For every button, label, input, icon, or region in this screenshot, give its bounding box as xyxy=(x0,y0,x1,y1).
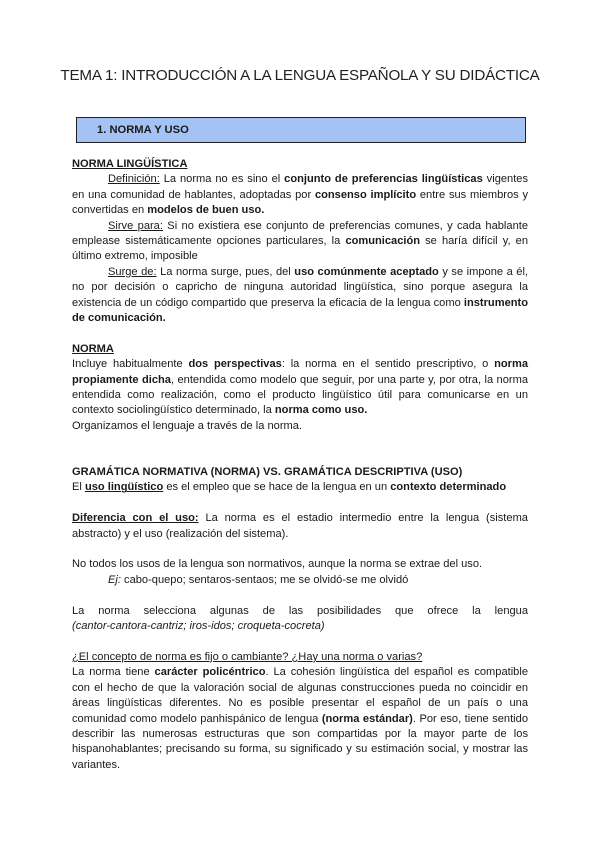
section-header: 1. NORMA Y USO xyxy=(76,117,526,143)
example-label: Ej: xyxy=(108,573,121,586)
text-run: El xyxy=(72,481,85,494)
paragraph-surge-de xyxy=(72,265,528,327)
example-line xyxy=(72,573,528,588)
bold-run: conjunto de preferencias lingüísticas xyxy=(284,173,483,186)
text-run: entre sus miembros y convertidas en xyxy=(72,188,528,217)
paragraph-diferencia xyxy=(72,511,528,542)
text-run: La norma selecciona algunas de las posibilidades que ofrece la lengua xyxy=(72,604,528,617)
paragraph-sirve-para xyxy=(72,219,528,265)
text-run: vigentes en una comunidad de hablantes, adoptadas por xyxy=(72,173,529,201)
bold-run: contexto determinado xyxy=(390,481,507,494)
label-diferencia: Diferencia con el uso: xyxy=(72,512,199,525)
bold-run: norma propiamente dicha xyxy=(72,358,528,386)
label-surge-de: Surge de: xyxy=(108,265,157,278)
bold-underlined-run: uso lingüístico xyxy=(84,481,164,494)
text-run: La norma no es sino el xyxy=(159,173,285,186)
text-run: se haría difícil y, en último extremo, imposible xyxy=(72,235,528,263)
bold-run: (norma estándar) xyxy=(321,712,413,725)
bold-run: instrumento de comunicación. xyxy=(72,296,528,325)
paragraph-selecciona-examples: (cantor-cantora-cantriz; iros-idos; croqueta-cocreta) xyxy=(72,620,325,633)
paragraph-perspectivas xyxy=(72,357,528,419)
label-sirve-para: Sirve para: xyxy=(108,219,163,232)
text-run: La norma tiene xyxy=(72,666,155,679)
heading-norma-linguistica: NORMA LINGÜÍSTICA xyxy=(72,158,188,170)
text-run: , entendida como modelo que seguir, por una parte y, por otra, la norma entendida como realización, como el producto lingüístico útil para comunicarse en un contexto sociolingüístico determinado, la xyxy=(72,373,528,417)
bold-run: comunicación xyxy=(345,235,421,248)
page-title: TEMA 1: INTRODUCCIÓN A LA LENGUA ESPAÑOLA Y SU DIDÁCTICA xyxy=(60,67,540,84)
text-run: . Por eso, tiene sentido describir las numerosas estructuras que son compartidas por la mayor parte de los hispanohablantes; precisando su forma, su significado y su estimación social, y mostrar las variantes. xyxy=(72,712,528,771)
text-run: y se impone a él, no por decisión o capricho de ninguna autoridad lingüística, sino porque asegura la existencia de un código compartido que preserva la eficacia de la lengua como xyxy=(72,265,529,309)
question-line: ¿El concepto de norma es fijo o cambiante? ¿Hay una norma o varias? xyxy=(72,650,423,663)
text-run: Incluye habitualmente xyxy=(72,358,189,371)
bold-run: uso comúnmente aceptado xyxy=(294,265,439,278)
text-run: cabo-quepo; sentaros-sentaos; me se olvidó-se me olvidó xyxy=(120,573,409,586)
paragraph-selecciona xyxy=(72,604,528,619)
text-run: Si no existiera ese conjunto de preferencias comunes, y cada hablante emplease sistemáticamente opciones particulares, la xyxy=(72,219,528,248)
bold-run: modelos de buen uso. xyxy=(147,204,265,217)
text-run: La norma es el estadio intermedio entre la lengua (sistema abstracto) y el uso (realización del sistema). xyxy=(72,512,528,540)
paragraph-policentrico xyxy=(72,665,528,773)
text-run: . La cohesión lingüística del español es compatible con el hecho de que la valoración social de algunas construcciones pueda no coincidir en áreas lingüísticas diferentes. No es posible presentar el español de un país o una comunidad como modelo panhispánico de lengua xyxy=(72,666,528,725)
paragraph-definicion xyxy=(72,172,528,218)
paragraph-uso-linguistico xyxy=(72,480,528,495)
heading-norma: NORMA xyxy=(72,342,114,355)
heading-gramatica: GRAMÁTICA NORMATIVA (NORMA) VS. GRAMÁTICA DESCRIPTIVA (USO) xyxy=(72,466,463,479)
text-run: es el empleo que se hace de la lengua en un xyxy=(163,481,391,494)
text-run: La norma surge, pues, del xyxy=(156,265,295,278)
bold-run: consenso implícito xyxy=(314,188,417,201)
paragraph-no-todos: No todos los usos de la lengua son normativos, aunque la norma se extrae del uso. xyxy=(72,558,483,571)
bold-run: norma como uso. xyxy=(274,404,368,417)
label-definicion: Definición: xyxy=(108,173,160,186)
paragraph-organizamos: Organizamos el lenguaje a través de la norma. xyxy=(72,419,303,432)
text-run: : la norma en el sentido prescriptivo, o xyxy=(281,358,495,371)
bold-run: carácter policéntrico xyxy=(154,666,266,679)
document-body xyxy=(72,157,528,773)
bold-run: dos perspectivas xyxy=(188,358,282,371)
